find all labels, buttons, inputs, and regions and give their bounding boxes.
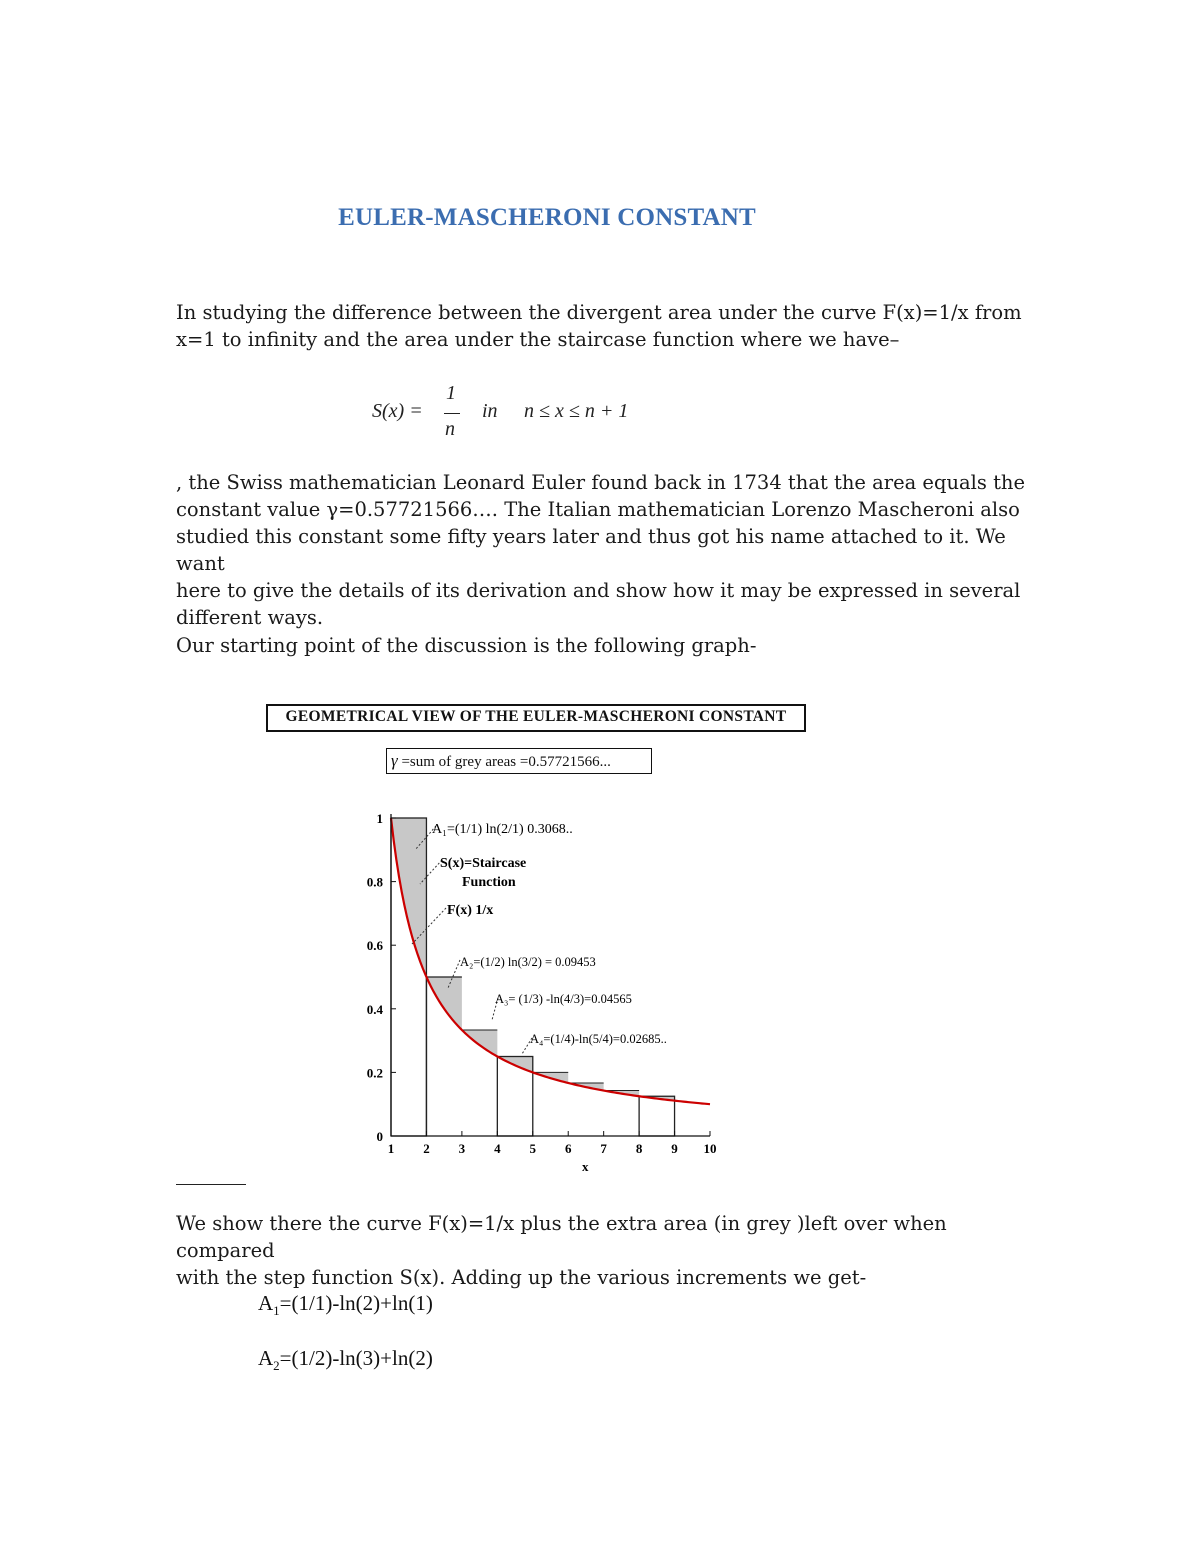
footnote-rule xyxy=(176,1184,246,1185)
x-tick-label: 3 xyxy=(458,1141,466,1156)
intro-line: x=1 to infinity and the area under the staircase function where we have– xyxy=(176,328,900,351)
history-line: constant value γ=0.57721566…. The Italian mathematician Lorenzo Mascheroni also xyxy=(176,498,1020,521)
annotation-A2: A₂=(1/2) ln(3/2) = 0.09453 xyxy=(460,955,596,969)
eq-subscript: 2 xyxy=(273,1358,280,1374)
history-line: different ways. xyxy=(176,606,324,629)
eq-symbol: A xyxy=(258,1291,274,1315)
x-tick-label: 8 xyxy=(635,1141,643,1156)
x-tick-label: 10 xyxy=(703,1141,717,1156)
page-title: EULER-MASCHERONI CONSTANT xyxy=(338,204,756,231)
annotation-function: Function xyxy=(462,875,516,890)
annotation-staircase: S(x)=Staircase xyxy=(440,856,527,871)
intro-paragraph xyxy=(176,299,1026,353)
y-tick-label: 0.8 xyxy=(366,874,383,890)
grey-area-1 xyxy=(391,818,426,977)
formula-lhs: S(x) = xyxy=(372,400,423,422)
x-tick-label: 4 xyxy=(494,1141,501,1156)
history-line: , the Swiss mathematician Leonard Euler found back in 1734 that the area equals the xyxy=(176,471,1026,494)
history-line: here to give the details of its derivation and show how it may be expressed in several xyxy=(176,579,1021,602)
annotation-F: F(x) 1/x xyxy=(447,903,494,918)
fraction-bar xyxy=(444,413,460,414)
y-tick-label: 0.6 xyxy=(366,938,383,954)
eq-rhs: =(1/1)-ln(2)+ln(1) xyxy=(279,1291,433,1315)
result-line: with the step function S(x). Adding up the various increments we get- xyxy=(176,1266,867,1289)
result-paragraph xyxy=(176,1210,1026,1291)
result-line: We show there the curve F(x)=1/x plus the extra area (in grey )left over when compared xyxy=(176,1212,947,1262)
y-tick-label: 1 xyxy=(376,811,383,826)
eq-symbol: A xyxy=(258,1346,274,1370)
chart-svg xyxy=(260,698,820,1178)
equation-A1 xyxy=(258,1291,433,1319)
formula-denominator: n xyxy=(445,418,455,440)
x-tick-label: 7 xyxy=(600,1141,607,1156)
equation-A2 xyxy=(258,1346,433,1374)
x-tick-label: 2 xyxy=(423,1141,430,1156)
eq-rhs: =(1/2)-ln(3)+ln(2) xyxy=(279,1346,433,1370)
gamma-text: =sum of grey areas =0.57721566... xyxy=(397,754,611,770)
y-tick-label: 0.4 xyxy=(366,1001,383,1017)
history-line: studied this constant some fifty years later and thus got his name attached to it. We want xyxy=(176,525,1006,575)
x-tick-label: 6 xyxy=(564,1141,572,1156)
annotation-A4: A₄=(1/4)-ln(5/4)=0.02685.. xyxy=(530,1032,667,1046)
grey-area-2 xyxy=(426,977,461,1030)
eq-subscript: 1 xyxy=(273,1303,280,1319)
annotation-A3: A₃= (1/3) -ln(4/3)=0.04565 xyxy=(495,992,632,1006)
figure-title: GEOMETRICAL VIEW OF THE EULER-MASCHERONI CONSTANT xyxy=(266,704,806,732)
annotation-A1: A₁=(1/1) ln(2/1) 0.3068.. xyxy=(432,822,573,837)
y-tick-label: 0 xyxy=(376,1129,383,1144)
formula-condition: n ≤ x ≤ n + 1 xyxy=(524,400,629,422)
euler-mascheroni-figure xyxy=(260,698,820,1178)
x-axis-label: x xyxy=(582,1159,589,1174)
x-tick-label: 1 xyxy=(387,1141,395,1156)
formula-word: in xyxy=(482,400,498,422)
x-tick-label: 9 xyxy=(671,1141,678,1156)
starting-point-paragraph: Our starting point of the discussion is the following graph- xyxy=(176,634,757,657)
y-tick-label: 0.2 xyxy=(366,1065,383,1081)
step-bar-8 xyxy=(639,1096,674,1136)
gamma-symbol: γ xyxy=(391,751,398,770)
staircase-formula xyxy=(372,382,672,442)
formula-numerator: 1 xyxy=(446,382,456,404)
intro-line: In studying the difference between the divergent area under the curve F(x)=1/x from xyxy=(176,301,1022,324)
x-tick-label: 5 xyxy=(529,1141,537,1156)
history-paragraph xyxy=(176,469,1026,631)
